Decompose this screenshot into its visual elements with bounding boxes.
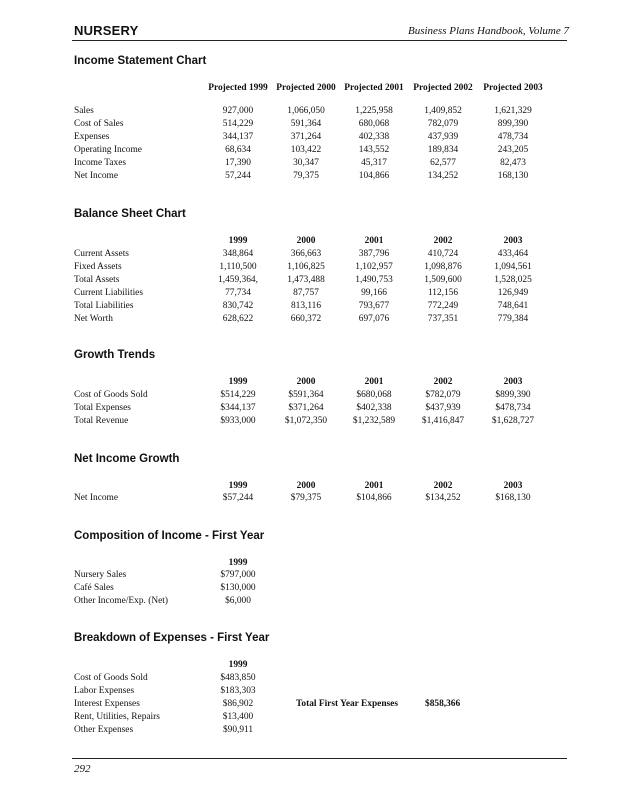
- column-header: 2000: [296, 236, 316, 246]
- row-label: Operating Income: [74, 145, 142, 155]
- table-cell: $1,232,589: [352, 416, 396, 426]
- column-header: Projected 2002: [413, 83, 473, 93]
- table-cell: $90,911: [222, 725, 254, 735]
- table-cell: $437,939: [425, 403, 461, 413]
- table-cell: 189,834: [427, 145, 459, 155]
- table-cell: 402,338: [358, 132, 390, 142]
- column-header: 2001: [364, 377, 384, 387]
- header-rule: [72, 40, 567, 41]
- table-cell: 134,252: [427, 171, 459, 181]
- page-number: 292: [74, 763, 91, 775]
- table-cell: 628,622: [222, 314, 254, 324]
- column-header: Projected 2000: [276, 83, 336, 93]
- table-cell: 772,249: [427, 301, 459, 311]
- row-label: Total Liabilities: [74, 301, 134, 311]
- section-title: Net Income Growth: [74, 453, 180, 465]
- row-label: Sales: [74, 106, 94, 116]
- column-header: 2003: [503, 481, 523, 491]
- table-cell: 348,864: [222, 249, 254, 259]
- table-cell: $483,850: [220, 673, 256, 683]
- table-cell: 1,409,852: [424, 106, 462, 116]
- table-cell: 371,264: [290, 132, 322, 142]
- table-cell: 30,347: [293, 158, 319, 168]
- row-label: Rent, Utilities, Repairs: [74, 712, 160, 722]
- column-header: 2000: [296, 377, 316, 387]
- table-cell: 112,156: [427, 288, 459, 298]
- table-cell: 1,098,876: [424, 262, 462, 272]
- footer-rule: [72, 758, 567, 759]
- column-header: Projected 1999: [208, 83, 268, 93]
- table-cell: 437,939: [427, 132, 459, 142]
- table-cell: $168,130: [495, 493, 531, 503]
- total-expenses-value: $858,366: [425, 699, 461, 709]
- table-cell: $86,902: [222, 699, 254, 709]
- table-cell: 1,106,825: [287, 262, 325, 272]
- section-title: Growth Trends: [74, 349, 156, 361]
- table-cell: $680,068: [356, 390, 392, 400]
- table-cell: 1,621,329: [494, 106, 532, 116]
- column-header: 2000: [296, 481, 316, 491]
- row-label: Total Expenses: [74, 403, 131, 413]
- row-label: Other Expenses: [74, 725, 134, 735]
- section-title: Balance Sheet Chart: [74, 208, 186, 220]
- table-cell: 17,390: [225, 158, 251, 168]
- table-cell: 779,384: [497, 314, 529, 324]
- running-header-book: Business Plans Handbook, Volume 7: [407, 25, 569, 37]
- table-cell: 899,390: [497, 119, 529, 129]
- total-expenses-label: Total First Year Expenses: [296, 699, 398, 709]
- table-cell: 104,866: [358, 171, 390, 181]
- column-header: 2003: [503, 377, 523, 387]
- running-header-title: NURSERY: [74, 23, 139, 38]
- row-label: Net Income: [74, 493, 118, 503]
- table-cell: $933,000: [220, 416, 256, 426]
- column-header: 1999: [228, 481, 248, 491]
- column-header: Projected 2001: [344, 83, 404, 93]
- table-cell: 1,094,561: [494, 262, 532, 272]
- table-cell: 45,317: [361, 158, 387, 168]
- table-cell: $1,072,350: [284, 416, 328, 426]
- table-cell: 1,509,600: [424, 275, 462, 285]
- table-cell: 126,949: [497, 288, 529, 298]
- row-label: Cost of Goods Sold: [74, 390, 148, 400]
- table-cell: $57,244: [222, 493, 254, 503]
- table-cell: 737,351: [427, 314, 459, 324]
- table-cell: 1,066,050: [287, 106, 325, 116]
- row-label: Current Liabilities: [74, 288, 143, 298]
- table-cell: 99,166: [361, 288, 387, 298]
- table-cell: 697,076: [358, 314, 390, 324]
- row-label: Net Worth: [74, 314, 113, 324]
- table-cell: 168,130: [497, 171, 529, 181]
- table-cell: 927,000: [222, 106, 254, 116]
- column-header: 1999: [228, 236, 248, 246]
- table-cell: 366,663: [290, 249, 322, 259]
- column-header: Projected 2003: [483, 83, 543, 93]
- row-label: Fixed Assets: [74, 262, 122, 272]
- table-cell: 68,634: [225, 145, 251, 155]
- section-title: Composition of Income - First Year: [74, 530, 265, 542]
- column-header: 1999: [228, 377, 248, 387]
- column-header: 2001: [364, 481, 384, 491]
- table-cell: 591,364: [290, 119, 322, 129]
- section-title: Income Statement Chart: [74, 55, 207, 67]
- table-cell: $371,264: [288, 403, 324, 413]
- table-cell: 813,116: [290, 301, 322, 311]
- table-cell: 748,641: [497, 301, 529, 311]
- table-cell: $1,628,727: [491, 416, 535, 426]
- table-cell: 660,372: [290, 314, 322, 324]
- row-label: Total Revenue: [74, 416, 129, 426]
- table-cell: 1,225,958: [355, 106, 393, 116]
- row-label: Cost of Sales: [74, 119, 124, 129]
- table-cell: 62,577: [430, 158, 456, 168]
- table-cell: $797,000: [220, 570, 256, 580]
- table-cell: $899,390: [495, 390, 531, 400]
- row-label: Income Taxes: [74, 158, 127, 168]
- table-cell: $402,338: [356, 403, 392, 413]
- table-cell: $130,000: [220, 583, 256, 593]
- table-cell: 680,068: [358, 119, 390, 129]
- table-cell: $514,229: [220, 390, 256, 400]
- row-label: Expenses: [74, 132, 110, 142]
- row-label: Total Assets: [74, 275, 120, 285]
- table-cell: $1,416,847: [421, 416, 465, 426]
- row-label: Café Sales: [74, 583, 114, 593]
- column-header: 2002: [433, 236, 453, 246]
- table-cell: 830,742: [222, 301, 254, 311]
- table-cell: 433,464: [497, 249, 529, 259]
- row-label: Cost of Goods Sold: [74, 673, 148, 683]
- table-cell: 79,375: [293, 171, 319, 181]
- table-cell: 103,422: [290, 145, 322, 155]
- table-cell: 1,490,753: [355, 275, 393, 285]
- row-label: Interest Expenses: [74, 699, 140, 709]
- column-header: 2002: [433, 481, 453, 491]
- table-cell: $13,400: [222, 712, 254, 722]
- table-cell: 57,244: [225, 171, 251, 181]
- column-header: 2002: [433, 377, 453, 387]
- column-header: 2001: [364, 236, 384, 246]
- table-cell: 1,459,364,: [218, 275, 258, 285]
- table-cell: 143,552: [358, 145, 390, 155]
- table-cell: 1,473,488: [287, 275, 325, 285]
- table-cell: 1,102,957: [355, 262, 393, 272]
- table-cell: 82,473: [500, 158, 526, 168]
- table-cell: $478,734: [495, 403, 531, 413]
- table-cell: 1,110,500: [219, 262, 257, 272]
- table-cell: 514,229: [222, 119, 254, 129]
- row-label: Labor Expenses: [74, 686, 135, 696]
- table-cell: $183,303: [220, 686, 256, 696]
- table-cell: 1,528,025: [494, 275, 532, 285]
- table-cell: $6,000: [225, 596, 251, 606]
- table-cell: $134,252: [425, 493, 461, 503]
- table-cell: 478,734: [497, 132, 529, 142]
- column-header: 2003: [503, 236, 523, 246]
- table-cell: 782,079: [427, 119, 459, 129]
- row-label: Nursery Sales: [74, 570, 127, 580]
- table-cell: 387,796: [358, 249, 390, 259]
- table-cell: $344,137: [220, 403, 256, 413]
- table-cell: $79,375: [290, 493, 322, 503]
- section-title: Breakdown of Expenses - First Year: [74, 632, 270, 644]
- column-header: 1999: [228, 558, 248, 568]
- row-label: Other Income/Exp. (Net): [74, 596, 168, 606]
- table-cell: 410,724: [427, 249, 459, 259]
- table-cell: 243,205: [497, 145, 529, 155]
- table-cell: 793,677: [358, 301, 390, 311]
- table-cell: 77,734: [225, 288, 251, 298]
- table-cell: $104,866: [356, 493, 392, 503]
- row-label: Current Assets: [74, 249, 129, 259]
- table-cell: $782,079: [425, 390, 461, 400]
- table-cell: $591,364: [288, 390, 324, 400]
- table-cell: 344,137: [222, 132, 254, 142]
- table-cell: 87,757: [293, 288, 319, 298]
- row-label: Net Income: [74, 171, 118, 181]
- column-header: 1999: [228, 660, 248, 670]
